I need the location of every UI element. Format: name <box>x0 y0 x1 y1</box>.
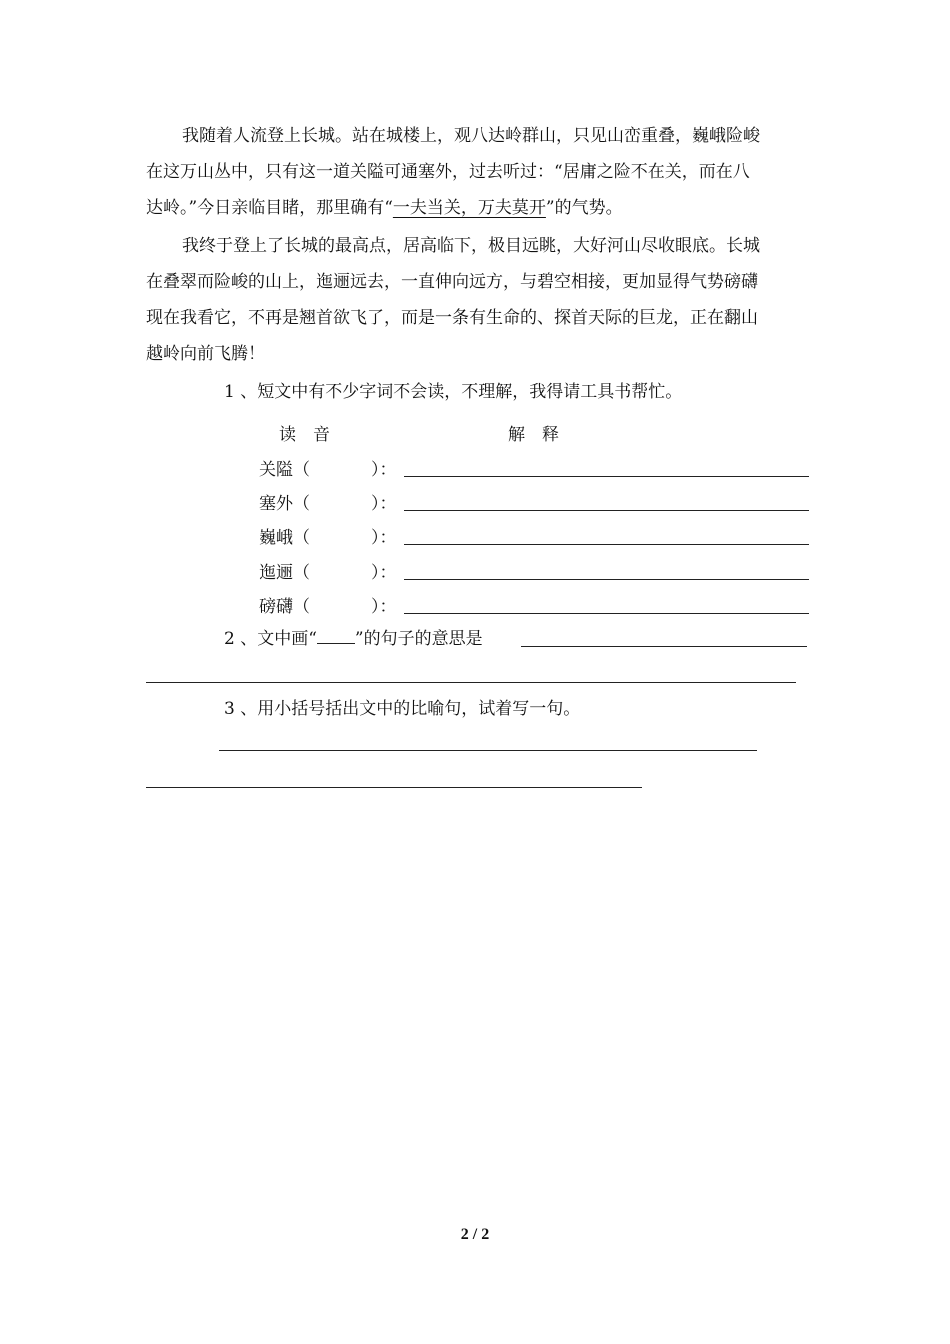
underlined-sentence: 一夫当关，万夫莫开 <box>392 198 546 218</box>
question-2-end: ”的句子的意思是 <box>354 629 483 649</box>
question-1: 1 、短文中有不少字词不会读，不理解，我得请工具书帮忙。 <box>224 382 683 402</box>
paragraph-1-line-3 <box>146 190 811 226</box>
question-2 <box>224 627 483 651</box>
answer-line[interactable] <box>219 750 757 751</box>
paragraph-1-line-3-start: 达岭。”今日亲临目睹，那里确有“ <box>146 198 393 218</box>
paragraph-1-line-2: 在这万山丛中，只有这一道关隘可通塞外，过去听过：“居庸之险不在关，而在八 <box>146 162 750 182</box>
vocab-term: 塞外（ <box>259 494 310 514</box>
answer-line[interactable] <box>521 646 807 647</box>
paragraph-1-line-1: 我随着人流登上长城。站在城楼上，观八达岭群山，只见山峦重叠，巍峨险峻 <box>182 126 760 146</box>
vocab-close-paren: ）： <box>371 460 397 480</box>
vocab-close-paren: ）： <box>371 563 397 583</box>
underline-marker <box>317 629 355 644</box>
question-2-start: 2 、文中画“ <box>224 629 317 649</box>
answer-line[interactable] <box>404 579 809 580</box>
answer-line[interactable] <box>146 787 642 788</box>
answer-line[interactable] <box>404 476 809 477</box>
paragraph-2-line-4: 越岭向前飞腾！ <box>146 344 265 364</box>
header-meaning: 解 释 <box>508 425 559 445</box>
paragraph-1-line-3-end: ”的气势。 <box>545 198 623 218</box>
paragraph-2 <box>146 228 811 372</box>
question-3: 3 、用小括号括出文中的比喻句，试着写一句。 <box>224 699 581 719</box>
answer-line[interactable] <box>146 682 796 683</box>
vocab-row-3 <box>259 523 809 549</box>
vocab-term: 关隘（ <box>259 460 310 480</box>
vocab-close-paren: ）： <box>371 494 397 514</box>
vocab-close-paren: ）： <box>371 597 397 617</box>
paragraph-1 <box>146 118 811 226</box>
paragraph-2-line-3: 现在我看它，不再是翘首欲飞了，而是一条有生命的、探首天际的巨龙，正在翻山 <box>146 308 758 328</box>
answer-line[interactable] <box>404 544 809 545</box>
vocab-row-5 <box>259 592 809 618</box>
paragraph-2-line-2: 在叠翠而险峻的山上，迤逦远去，一直伸向远方，与碧空相接，更加显得气势磅礴 <box>146 272 758 292</box>
header-reading: 读 音 <box>279 425 330 445</box>
vocab-term: 迤逦（ <box>259 563 310 583</box>
vocab-term: 巍峨（ <box>259 528 310 548</box>
answer-line[interactable] <box>404 613 809 614</box>
page-number: 2 / 2 <box>460 1226 490 1243</box>
paragraph-2-line-1: 我终于登上了长城的最高点，居高临下，极目远眺，大好河山尽收眼底。长城 <box>182 236 760 256</box>
vocab-row-4 <box>259 558 809 584</box>
vocab-row-2 <box>259 489 809 515</box>
vocab-close-paren: ）： <box>371 528 397 548</box>
vocab-term: 磅礴（ <box>259 597 310 617</box>
vocab-row-1 <box>259 455 809 481</box>
answer-line[interactable] <box>404 510 809 511</box>
